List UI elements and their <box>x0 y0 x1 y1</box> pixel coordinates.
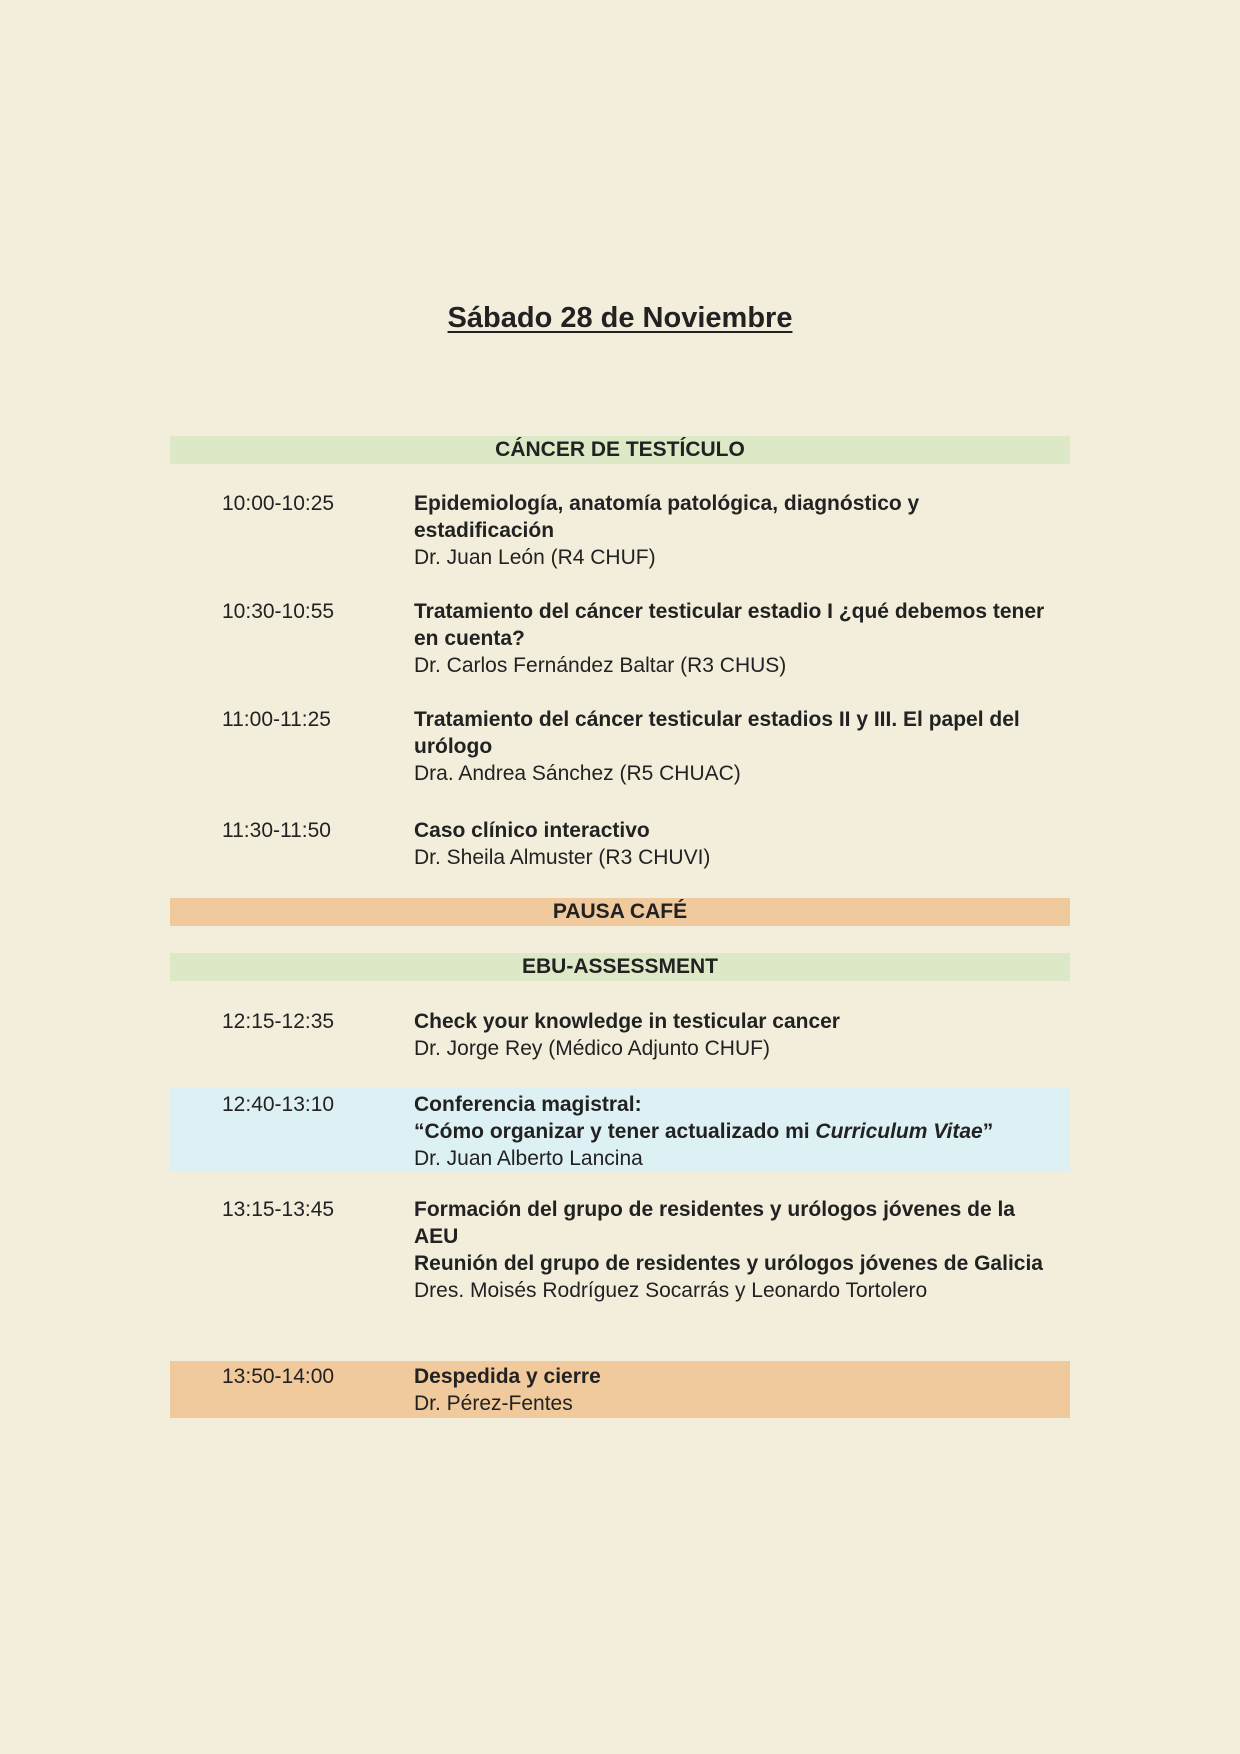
session-title: Epidemiología, anatomía patológica, diagnóstico y estadificación <box>414 492 920 542</box>
session-time: 10:30-10:55 <box>222 600 335 623</box>
session-time: 12:40-13:10 <box>222 1093 335 1116</box>
session-time: 12:15-12:35 <box>222 1010 335 1033</box>
session-content <box>414 598 1064 679</box>
session-row <box>170 817 1070 873</box>
page-title: Sábado 28 de Noviembre <box>447 302 793 334</box>
session-content <box>414 1008 1064 1062</box>
session-title: Check your knowledge in testicular cancer <box>414 1010 840 1033</box>
session-row-highlight <box>170 1088 1070 1172</box>
session-speaker: Dr. Juan Alberto Lancina <box>414 1147 643 1170</box>
session-speaker: Dr. Carlos Fernández Baltar (R3 CHUS) <box>414 654 787 677</box>
session-title: Tratamiento del cáncer testicular estadio I ¿qué debemos tener en cuenta? <box>414 600 1045 650</box>
session-content <box>414 706 1064 787</box>
session-time: 10:00-10:25 <box>222 492 335 515</box>
session-speaker: Dr. Pérez-Fentes <box>414 1392 573 1415</box>
session-content <box>414 1363 1064 1417</box>
session-quote-italic: Curriculum Vitae <box>815 1120 983 1143</box>
session-row-highlight <box>170 1361 1070 1418</box>
session-row <box>170 706 1070 790</box>
session-row <box>170 490 1070 574</box>
session-speaker: Dr. Juan León (R4 CHUF) <box>414 546 656 569</box>
session-time: 11:00-11:25 <box>222 708 331 731</box>
session-row <box>170 598 1070 682</box>
session-title-2: Reunión del grupo de residentes y urólogos jóvenes de Galicia <box>414 1252 1043 1275</box>
session-title: Despedida y cierre <box>414 1365 601 1388</box>
session-quote: “Cómo organizar y tener actualizado mi Curriculum Vitae” <box>414 1120 994 1143</box>
session-time: 11:30-11:50 <box>222 819 331 842</box>
section-header-ebu: EBU-ASSESSMENT <box>170 953 1070 981</box>
session-content <box>414 1196 1064 1304</box>
session-row <box>170 1196 1070 1334</box>
section-header-pausa: PAUSA CAFÉ <box>170 898 1070 926</box>
session-time: 13:15-13:45 <box>222 1198 335 1221</box>
session-title: Formación del grupo de residentes y urólogos jóvenes de la AEU <box>414 1198 1015 1248</box>
session-time: 13:50-14:00 <box>222 1365 335 1388</box>
session-speaker: Dr. Jorge Rey (Médico Adjunto CHUF) <box>414 1037 770 1060</box>
session-speaker: Dra. Andrea Sánchez (R5 CHUAC) <box>414 762 741 785</box>
session-title: Tratamiento del cáncer testicular estadios II y III. El papel del urólogo <box>414 708 1020 758</box>
session-speaker: Dres. Moisés Rodríguez Socarrás y Leonardo Tortolero <box>414 1279 928 1302</box>
session-title: Conferencia magistral: <box>414 1093 642 1116</box>
session-speaker: Dr. Sheila Almuster (R3 CHUVI) <box>414 846 711 869</box>
session-content <box>414 1091 1064 1172</box>
session-title: Caso clínico interactivo <box>414 819 650 842</box>
section-header-cancer: CÁNCER DE TESTÍCULO <box>170 436 1070 464</box>
session-content <box>414 490 1064 571</box>
session-content <box>414 817 1064 871</box>
session-row <box>170 1008 1070 1064</box>
